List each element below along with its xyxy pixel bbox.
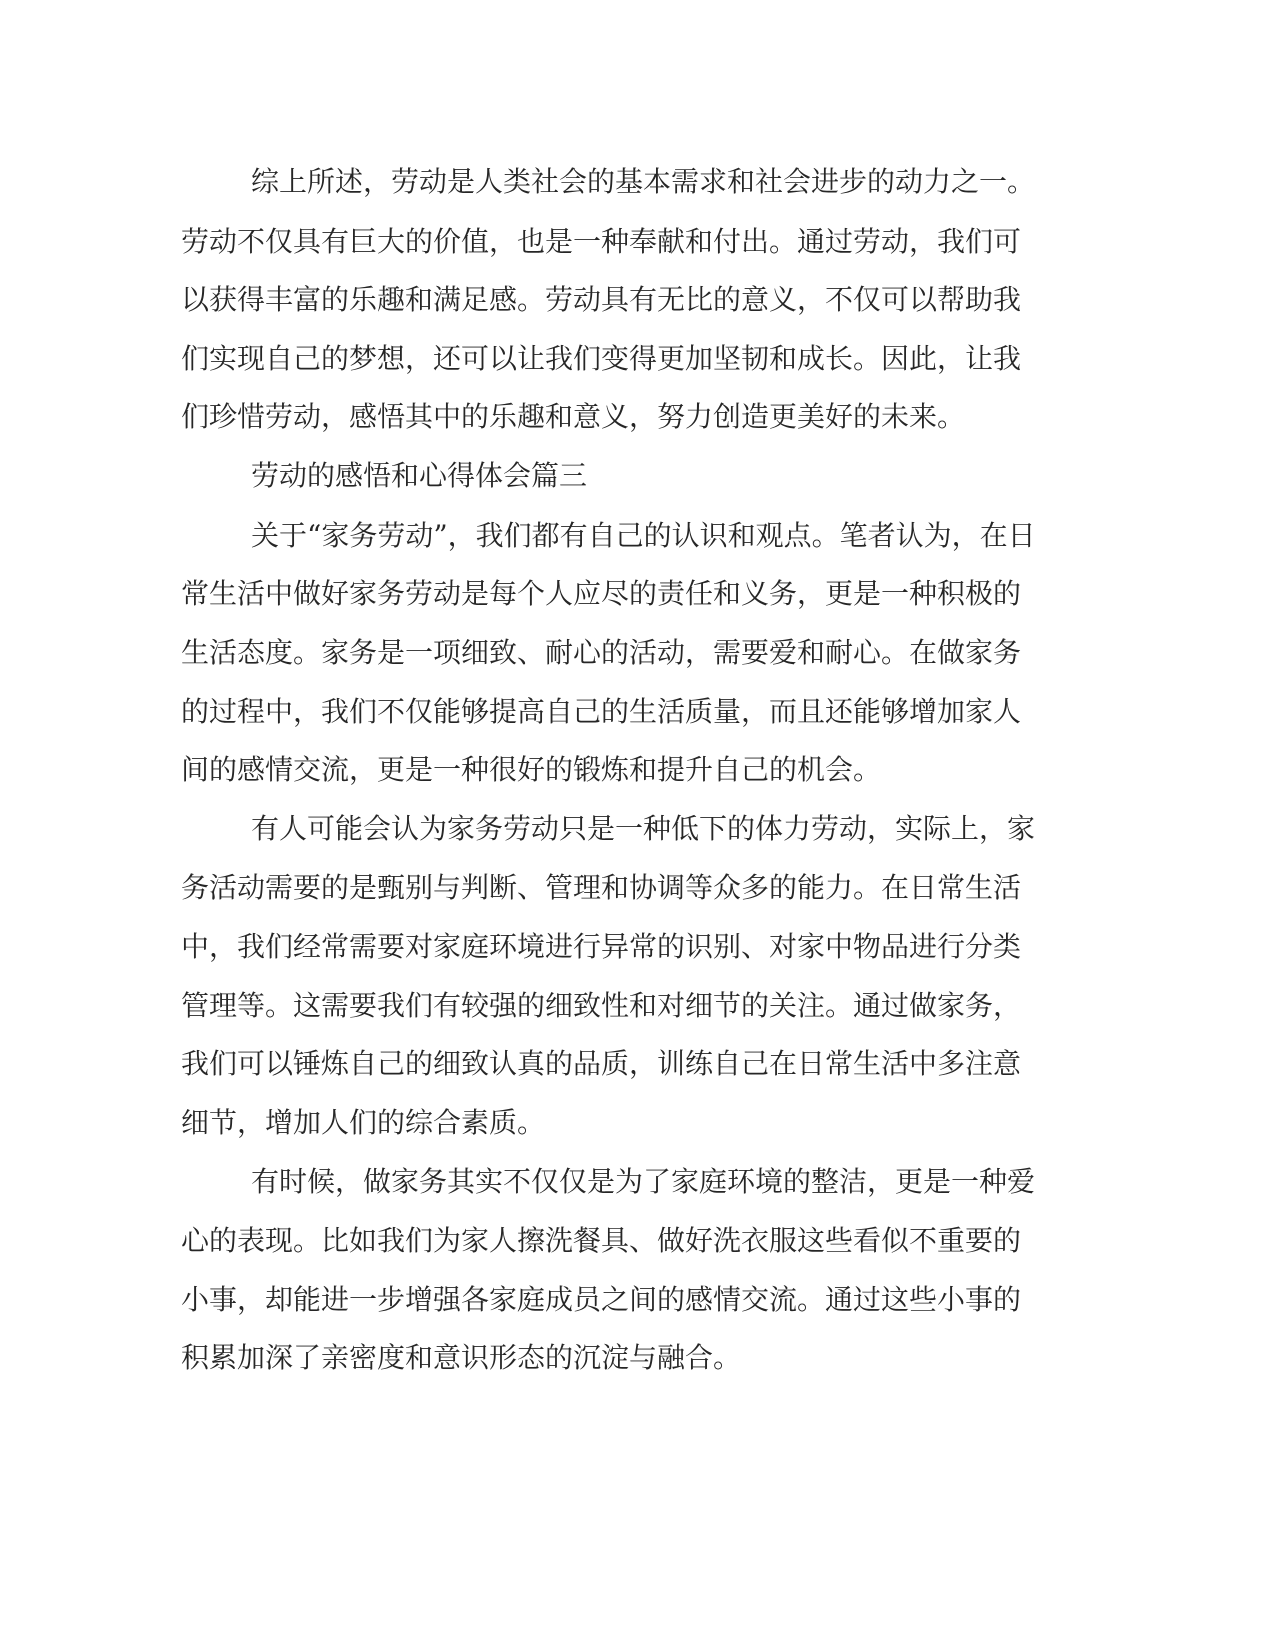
text-line: 积累加深了亲密度和意识形态的沉淀与融合。 <box>181 1341 742 1374</box>
text-line: 我们可以锤炼自己的细致认真的品质，训练自己在日常生活中多注意 <box>181 1047 1022 1080</box>
text-line: 中，我们经常需要对家庭环境进行异常的识别、对家中物品进行分类 <box>181 930 1022 963</box>
text-line: 们实现自己的梦想，还可以让我们变得更加坚韧和成长。因此，让我 <box>181 342 1022 375</box>
section-heading: 劳动的感悟和心得体会篇三 <box>251 459 588 492</box>
text-line: 生活态度。家务是一项细致、耐心的活动，需要爱和耐心。在做家务 <box>181 636 1022 669</box>
text-line: 小事，却能进一步增强各家庭成员之间的感情交流。通过这些小事的 <box>181 1283 1022 1316</box>
text-line: 以获得丰富的乐趣和满足感。劳动具有无比的意义，不仅可以帮助我 <box>181 283 1022 316</box>
text-line: 们珍惜劳动，感悟其中的乐趣和意义，努力创造更美好的未来。 <box>181 400 966 433</box>
text-line: 常生活中做好家务劳动是每个人应尽的责任和义务，更是一种积极的 <box>181 577 1022 610</box>
text-line: 综上所述，劳动是人类社会的基本需求和社会进步的动力之一。 <box>251 165 1036 198</box>
text-line: 细节，增加人们的综合素质。 <box>181 1106 546 1139</box>
text-line: 间的感情交流，更是一种很好的锻炼和提升自己的机会。 <box>181 753 882 786</box>
text-line: 劳动不仅具有巨大的价值，也是一种奉献和付出。通过劳动，我们可 <box>181 225 1022 258</box>
text-line: 有时候，做家务其实不仅仅是为了家庭环境的整洁，更是一种爱 <box>251 1165 1036 1198</box>
text-line: 关于“家务劳动”，我们都有自己的认识和观点。笔者认为，在日 <box>251 519 1036 552</box>
text-line: 务活动需要的是甄别与判断、管理和协调等众多的能力。在日常生活 <box>181 871 1022 904</box>
text-line: 的过程中，我们不仅能够提高自己的生活质量，而且还能够增加家人 <box>181 695 1022 728</box>
text-line: 有人可能会认为家务劳动只是一种低下的体力劳动，实际上，家 <box>251 812 1036 845</box>
text-line: 心的表现。比如我们为家人擦洗餐具、做好洗衣服这些看似不重要的 <box>181 1224 1022 1257</box>
text-line: 管理等。这需要我们有较强的细致性和对细节的关注。通过做家务， <box>181 989 1022 1022</box>
